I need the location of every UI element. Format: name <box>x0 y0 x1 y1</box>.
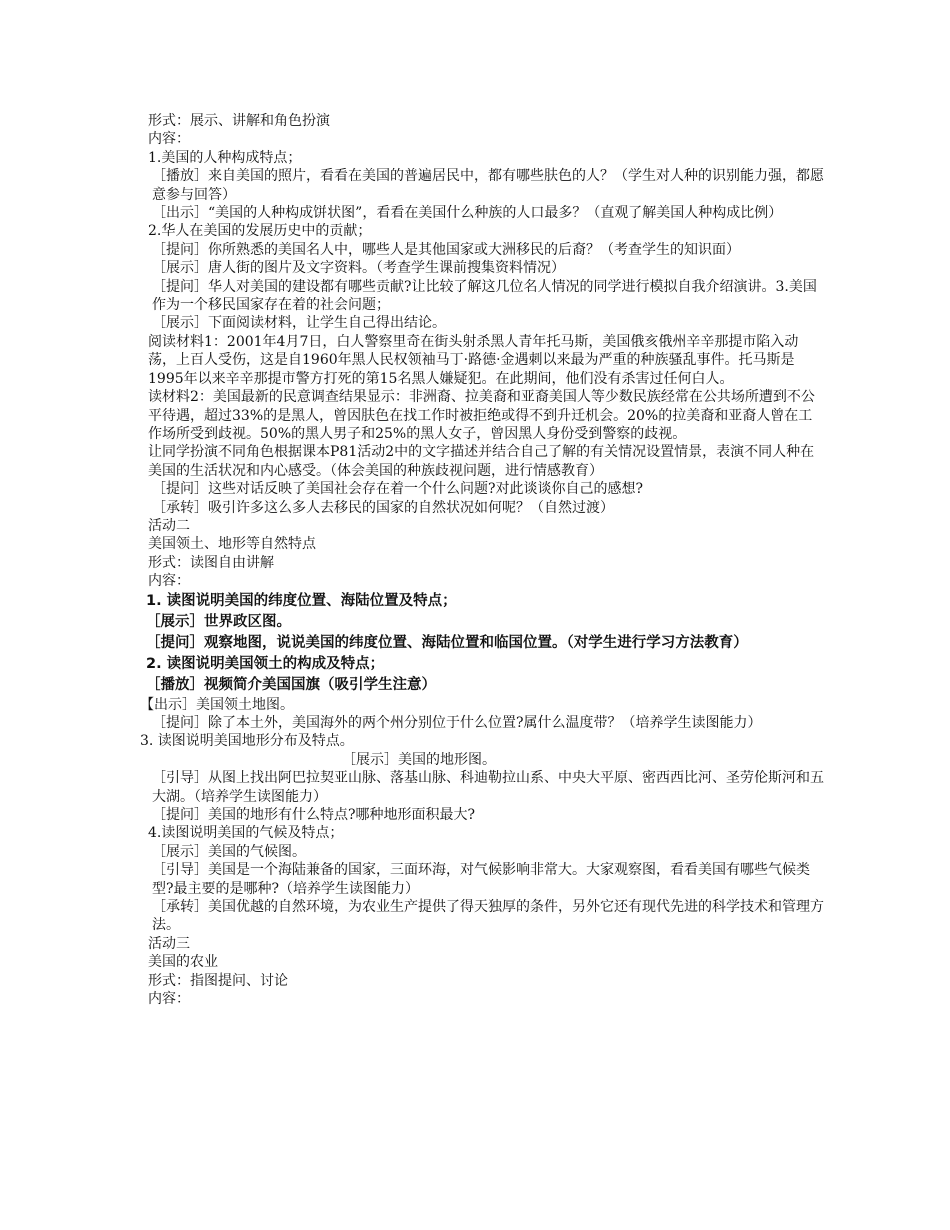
text-line: ［展示］唐人街的图片及文字资料。（考查学生课前搜集资料情况） <box>152 260 565 277</box>
text-line: ［承转］吸引许多这么多人去移民的国家的自然状况如何呢？（自然过渡） <box>152 499 614 516</box>
text-line-bold: 2. 读图说明美国领土的构成及特点； <box>146 655 385 672</box>
text-line: 内容： <box>148 573 190 590</box>
text-line-bold: 1. 读图说明美国的纬度位置、海陆位置及特点； <box>146 592 457 609</box>
text-line-bold: ［播放］视频简介美国国旗（吸引学生注意） <box>146 676 436 693</box>
text-paragraph: 让同学扮演不同角色根据课本P81活动2中的文字描述并结合自己了解的有关情况设置情景，表演不同人种在美国的生活状况和内心感受。（体会美国的种族歧视问题，进行情感教育） <box>148 444 815 479</box>
section-heading: 活动三 <box>148 935 190 952</box>
text-line: 内容： <box>148 991 190 1008</box>
text-line-bold: ［提问］观察地图，说说美国的纬度位置、海陆位置和临国位置。（对学生进行学习方法教育） <box>146 634 748 651</box>
section-title: 美国领土、地形等自然特点 <box>148 536 316 553</box>
text-line: ［提问］美国的地形有什么特点?哪种地形面积最大? <box>152 807 476 823</box>
text-line: 形式：展示、讲解和角色扮演 <box>148 113 330 129</box>
text-line: 4.读图说明美国的气候及特点； <box>148 825 344 842</box>
text-line: 1.美国的人种构成特点； <box>148 149 302 166</box>
section-title: 美国的农业 <box>148 954 218 971</box>
text-line: 形式：读图自由讲解 <box>148 554 274 571</box>
text-paragraph: ［引导］美国是一个海陆兼备的国家，三面环海，对气候影响非常大。大家观察图，看看美国有哪些气候类型?最主要的是哪种?（培养学生读图能力） <box>152 862 810 897</box>
text-line-bold: ［展示］世界政区图。 <box>146 613 291 630</box>
text-line: ［提问］这些对话反映了美国社会存在着一个什么问题?对此谈谈你自己的感想? <box>152 481 644 498</box>
text-paragraph: 阅读材料1：2001年4月7日，白人警察里奇在街头射杀黑人青年托马斯，美国俄亥俄州辛辛那提市陷入动荡，上百人受伤，这是自1960年黑人民权领袖马丁·路德·金遇刺以来最为严重的种族骚乱事件。托马斯是1995年以来辛辛那提市警方打死的第15名黑人嫌疑犯。在此期间，他们没有杀害过任何白人。 <box>148 333 799 387</box>
text-paragraph: ［提问］华人对美国的建设都有哪些贡献?让比较了解这几位名人情况的同学进行模拟自我介绍演讲。3.美国作为一个移民国家存在着的社会问题； <box>152 278 817 314</box>
text-line: ［展示］美国的气候图。 <box>152 843 306 860</box>
text-paragraph: 读材料2：美国最新的民意调查结果显示：非洲裔、拉美裔和亚裔美国人等少数民族经常在公共场所遭到不公平待遇，超过33%的是黑人，曾因肤色在找工作时被拒绝或得不到升迁机会。20%的拉美裔和亚裔人曾在工作场所受到歧视。50%的黑人男子和25%的黑人女子，曾因黑人身份受到警察的歧视。 <box>148 389 815 442</box>
text-paragraph: ［承转］美国优越的自然环境，为农业生产提供了得天独厚的条件，另外它还有现代先进的科学技术和管理方法。 <box>152 899 824 934</box>
text-line: 2.华人在美国的发展历史中的贡献； <box>148 223 372 240</box>
text-line: 内容： <box>148 131 190 148</box>
text-line: 【出示］美国领土地图。 <box>140 696 294 713</box>
text-line: 3. 读图说明美国地形分布及特点。 <box>140 733 354 750</box>
text-paragraph: ［提问］除了本土外，美国海外的两个州分别位于什么位置?属什么温度带？（培养学生读图能力） <box>152 714 762 731</box>
text-paragraph: ［引导］从图上找出阿巴拉契亚山脉、落基山脉、科迪勒拉山系、中央大平原、密西西比河、圣劳伦斯河和五大湖。（培养学生读图能力） <box>152 770 824 805</box>
text-paragraph: ［出示］“美国的人种构成饼状图”，看看在美国什么种族的人口最多？（直观了解美国人种构成比例） <box>152 205 783 222</box>
text-line: ［展示］下面阅读材料，让学生自己得出结论。 <box>152 315 446 332</box>
text-line: 形式：指图提问、讨论 <box>148 972 288 989</box>
document-page <box>140 112 826 1008</box>
text-paragraph: ［提问］你所熟悉的美国名人中，哪些人是其他国家或大洲移民的后裔？（考查学生的知识面） <box>152 241 740 258</box>
section-heading: 活动二 <box>148 517 190 534</box>
text-paragraph: ［播放］来自美国的照片，看看在美国的普遍居民中，都有哪些肤色的人？（学生对人种的识别能力强，都愿意参与回答） <box>152 168 824 203</box>
text-line-centered: ［展示］美国的地形图。 <box>342 751 496 768</box>
